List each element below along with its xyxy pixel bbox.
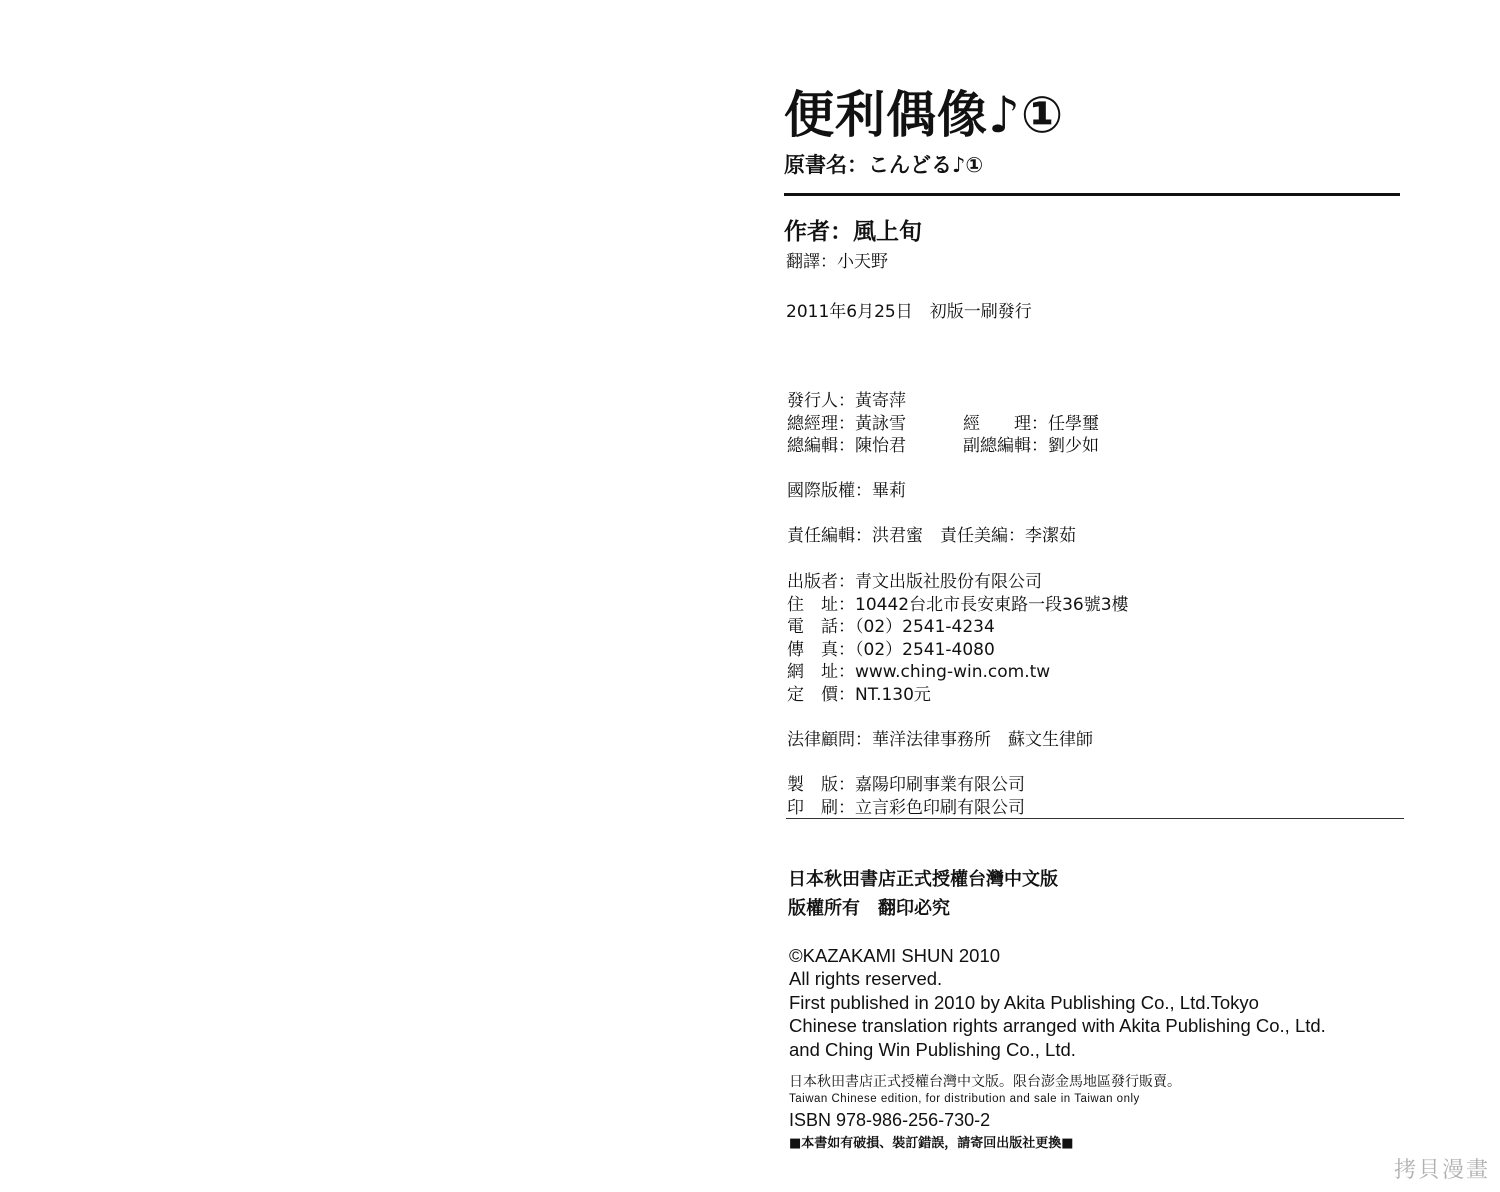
distribution-en: Taiwan Chinese edition, for distribution and sale in Taiwan only [789,1093,1140,1105]
plate-maker: 製 版：嘉陽印刷事業有限公司 [787,775,1025,795]
general-manager: 總經理：黃詠雪 [787,413,906,434]
deputy-editor: 副總編輯：劉少如 [963,436,1099,457]
publisher-website[interactable]: 網 址：www.ching-win.com.tw [787,662,1051,683]
staff-row [787,390,1099,413]
translator: 翻譯：小天野 [786,252,888,272]
title-divider [784,193,1400,196]
book-title: 便利偶像♪① [784,86,1065,144]
copyright-line: First published in 2010 by Akita Publishing Co., Ltd.Tokyo [789,991,1259,1013]
printer: 印 刷：立言彩色印刷有限公司 [787,797,1025,818]
production-divider [786,818,1404,819]
original-title: 原書名：こんどる♪① [784,153,984,177]
license-statement [788,865,1058,923]
license-line: 版權所有 翻印必究 [788,898,950,919]
book-price: 定 價：NT.130元 [787,684,931,705]
staff-row [787,435,1099,458]
staff-block [787,390,1099,458]
publisher-fax: 傳 真：（02）2541-4080 [787,639,995,660]
copyright-line: and Ching Win Publishing Co., Ltd. [789,1038,1076,1060]
colophon [784,84,1404,1151]
publisher-address: 住 址：10442台北市長安東路一段36號3樓 [787,594,1129,615]
site-watermark: 拷貝漫畫 [1393,1158,1490,1183]
publisher-name: 出版者：青文出版社股份有限公司 [787,572,1042,592]
legal-counsel: 法律顧問：華洋法律事務所 蘇文生律師 [787,730,1093,750]
manager: 經 理：任學璽 [963,413,1099,434]
isbn: ISBN 978-986-256-730-2 [789,1110,991,1130]
responsible-editor: 責任編輯：洪君蜜 [787,526,923,546]
copyright-line: ©KAZAKAMI SHUN 2010 [789,945,1001,966]
intl-rights: 國際版權：畢莉 [787,481,906,501]
english-copyright [789,944,1326,1061]
staff-row [787,413,1099,436]
responsible-staff [787,525,1076,548]
edition-date: 2011年6月25日 初版一刷發行 [786,302,1032,322]
publisher-block [787,571,1129,707]
responsible-art: 責任美編：李潔茹 [940,526,1076,546]
publisher-phone: 電 話：（02）2541-4234 [787,617,995,638]
damage-notice: ■本書如有破損、裝訂錯誤，請寄回出版社更換■ [789,1136,1074,1151]
author: 作者：風上旬 [784,219,922,245]
editor-in-chief: 總編輯：陳怡君 [787,436,906,457]
copyright-line: All rights reserved. [789,968,943,990]
license-line: 日本秋田書店正式授權台灣中文版 [788,869,1058,890]
distribution-zh: 日本秋田書店正式授權台灣中文版。限台澎金馬地區發行販賣。 [789,1074,1181,1090]
publisher-person: 發行人：黃寄萍 [787,391,906,411]
production-block [787,774,1025,819]
copyright-line: Chinese translation rights arranged with Akita Publishing Co., Ltd. [789,1015,1326,1037]
